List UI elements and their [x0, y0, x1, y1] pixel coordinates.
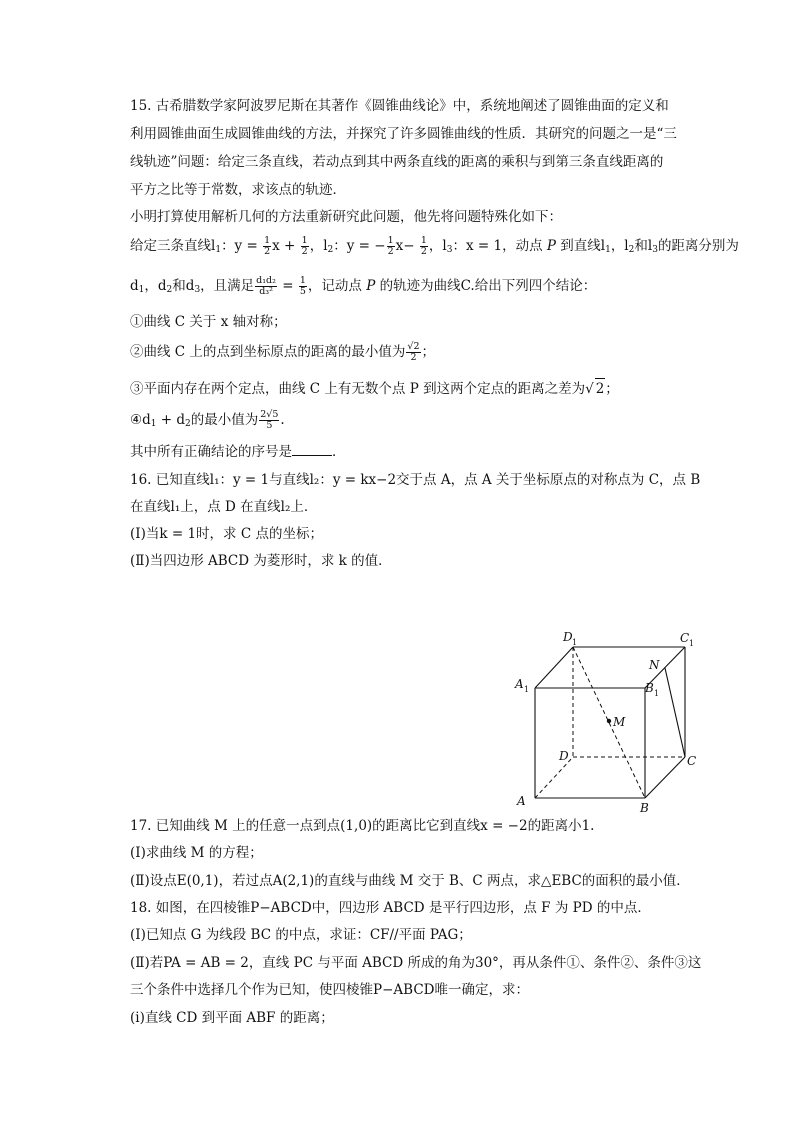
- q15-conclusion-1: ①曲线 C 关于 x 轴对称；: [130, 314, 287, 330]
- fraction-half: $\frac{1}{2}$: [301, 235, 308, 257]
- fraction-half: $\frac{1}{2}$: [420, 235, 427, 257]
- q18-part-2-i: (i)直线 CD 到平面 ABF 的距离；: [130, 1010, 334, 1026]
- q15-conclusion-3: ③平面内存在两个定点，曲线 C 上有无数个点 P 到这两个定点的距离之差为√ 2；: [130, 378, 619, 399]
- edge-ad-hidden: [535, 757, 573, 798]
- point-m: [607, 719, 611, 723]
- answer-blank[interactable]: [292, 441, 332, 456]
- label-c: C: [687, 754, 697, 768]
- edge-a1d1: [535, 647, 573, 688]
- label-c1: C: [680, 631, 690, 645]
- q18-line-1: 18. 如图，在四棱锥P−ABCD中，四边形 ABCD 是平行四边形，点 F 为 PD 的中点．: [130, 900, 651, 916]
- q17-part-2: (Ⅱ)设点E(0,1)，若过点A(2,1)的直线与曲线 M 交于 B、C 两点，求△EBC的面积的最小值．: [130, 873, 690, 889]
- label-d1: D: [563, 630, 573, 644]
- q15-line-2: 利用圆锥曲面生成圆锥曲线的方法，并探究了许多圆锥曲线的性质．其研究的问题之一是“三: [130, 126, 677, 142]
- label-a1: A: [515, 677, 524, 691]
- q15-line-3: 线轨迹”问题：给定三条直线，若动点到其中两条直线的距离的乘积与到第三条直线距离的: [130, 154, 664, 170]
- label-b1-sub: 1: [654, 689, 660, 698]
- q18-part-2-line-2: 三个条件中选择几个作为已知，使四棱锥P−ABCD唯一确定，求：: [130, 982, 529, 998]
- q15-answer-prompt: 其中所有正确结论的序号是 ．: [130, 441, 346, 462]
- edge-bc: [645, 757, 685, 798]
- fraction-2root5-over-5: $\frac{2√5}{5}$: [260, 409, 279, 431]
- q15-line-1: 15. 古希腊数学家阿波罗尼斯在其著作《圆锥曲线论》中，系统地阐述了圆锥曲面的定义和: [130, 98, 669, 114]
- cube-figure: [505, 622, 705, 817]
- fraction-half: $\frac{1}{2}$: [264, 235, 271, 257]
- label-d1-sub: 1: [572, 638, 578, 647]
- q16-part-2: (Ⅱ)当四边形 ABCD 为菱形时，求 k 的值．: [130, 553, 392, 569]
- label-b: B: [640, 801, 649, 815]
- q18-part-2-line-1: (Ⅱ)若PA = AB = 2，直线 PC 与平面 ABCD 所成的角为30°，再从条件①、条件②、条件③这: [130, 955, 702, 971]
- q16-part-1: (Ⅰ)当k = 1时，求 C 点的坐标；: [130, 526, 323, 542]
- q15-line-4: 平方之比等于常数，求该点的轨迹．: [130, 182, 346, 198]
- q15-conclusion-2: ②曲线 C 上的点到坐标原点的距离的最小值为 $\frac{√2}{2}$ ；: [130, 341, 436, 363]
- fraction-d1d2-over-d3sq: $\frac{\text{d₁d₂}}{\text{d₃²}}$: [256, 275, 276, 297]
- label-b1: B: [645, 681, 654, 695]
- label-a: A: [517, 794, 526, 808]
- q16-line-1: 16. 已知直线l₁：y = 1与直线l₂：y = kx−2交于点 A，点 A 关于坐标原点的对称点为 C，点 B: [130, 472, 701, 488]
- label-a1-sub: 1: [524, 685, 530, 694]
- q15-line-6: 给定三条直线$l_1$：y = $\frac{1}{2}$ x + $\frac{1}{2}$ ，$l_2$：y = − $\frac{1}{2}$ x− $\frac{1}{2}$ ，$l_3$：x = 1，动点 P 到直线$l_1$，$l_2$和$l_3$的距离分别为: [130, 235, 739, 257]
- fraction-one-fifth: $\frac{1}{5}$: [299, 275, 306, 297]
- label-c1-sub: 1: [689, 639, 695, 648]
- segment-nc: [665, 668, 685, 757]
- fraction-half: $\frac{1}{2}$: [387, 235, 394, 257]
- q17-part-1: (Ⅰ)求曲线 M 的方程；: [130, 845, 263, 861]
- q15-line-5: 小明打算使用解析几何的方法重新研究此问题，他先将问题特殊化如下：: [130, 209, 562, 225]
- label-d: D: [559, 749, 569, 763]
- q16-line-2: 在直线l₁上，点 D 在直线l₂上．: [130, 499, 318, 515]
- label-n: N: [649, 658, 660, 672]
- q15-line-7: $d_1$，$d_2$和$d_3$，且满足 $\frac{\text{d₁d₂}}{\text{d₃²}}$ = $\frac{1}{5}$ ，记动点 P 的轨迹为曲线C.给出下列四个结论：: [130, 275, 597, 297]
- q18-part-1: (Ⅰ)已知点 G 为线段 BC 的中点，求证：CF//平面 PAG；: [130, 927, 472, 943]
- q17-line-1: 17. 已知曲线 M 上的任意一点到点(1,0)的距离比它到直线x = −2的距离小1.: [130, 818, 595, 834]
- fraction-root2-over-2: $\frac{√2}{2}$: [407, 341, 420, 363]
- q15-conclusion-4: $④d_1 + d_2$的最小值为 $\frac{2√5}{5}$ .: [130, 409, 285, 431]
- label-m: M: [613, 715, 626, 729]
